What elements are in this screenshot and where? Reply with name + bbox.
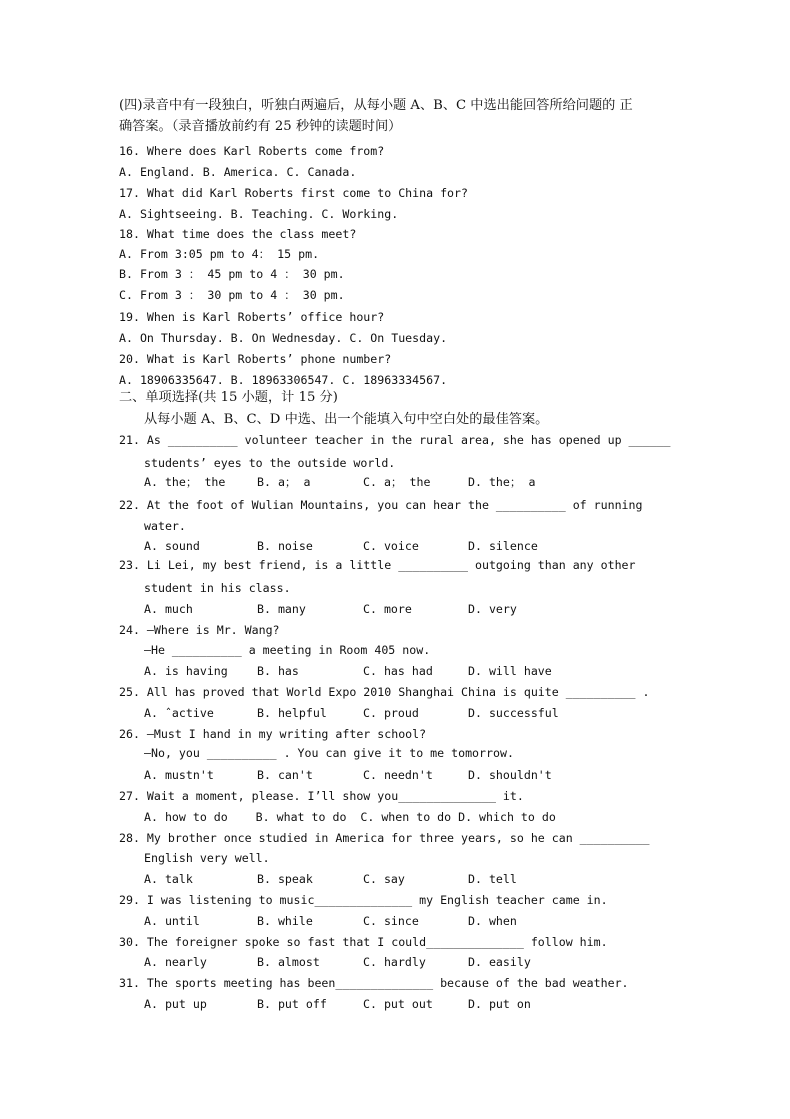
question-17-options: A. Sightseeing. B. Teaching. C. Working. xyxy=(119,207,399,221)
item-28-line1: 28. My brother once studied in America for three years, so he can __________ xyxy=(119,831,650,845)
option-d: D. tell xyxy=(468,872,517,886)
item-25-line1: 25. All has proved that World Expo 2010 Shanghai China is quite __________ . xyxy=(119,685,650,699)
option-c: C. proud xyxy=(363,706,419,720)
option-a: A. put up xyxy=(144,997,207,1011)
option-b: B. while xyxy=(257,914,313,928)
question-16-options: A. England. B. America. C. Canada. xyxy=(119,165,357,179)
question-20: 20. What is Karl Roberts’ phone number? xyxy=(119,352,392,366)
option-d: D. silence xyxy=(468,539,538,553)
item-27-options: A. how to do B. what to do C. when to do D. which to do xyxy=(144,810,556,824)
option-c: C. voice xyxy=(363,539,419,553)
item-26-line2: —No, you __________ . You can give it to me tomorrow. xyxy=(144,746,514,760)
option-b: B. almost xyxy=(257,955,320,969)
option-c: C. has had xyxy=(363,664,433,678)
question-18-option-b: B. From 3 ： 45 pm to 4 ： 30 pm. xyxy=(119,267,345,281)
item-21-line2: students’ eyes to the outside world. xyxy=(144,456,396,470)
item-21-line1: 21. As __________ volunteer teacher in the rural area, she has opened up ______ xyxy=(119,433,671,447)
option-c: C. needn't xyxy=(363,768,433,782)
option-a: A. is having xyxy=(144,664,228,678)
option-a: A. talk xyxy=(144,872,193,886)
item-31-line1: 31. The sports meeting has been______________ because of the bad weather. xyxy=(119,976,629,990)
option-b: B. noise xyxy=(257,539,313,553)
option-a: A. sound xyxy=(144,539,200,553)
item-22-line2: water. xyxy=(144,519,186,533)
question-18: 18. What time does the class meet? xyxy=(119,227,357,241)
item-22-line1: 22. At the foot of Wulian Mountains, you can hear the __________ of running xyxy=(119,498,643,512)
option-d: D. very xyxy=(468,602,517,616)
section4-intro-line2: 确答案。（录音播放前约有 25 秒钟的读题时间） xyxy=(119,119,402,134)
question-16: 16. Where does Karl Roberts come from? xyxy=(119,144,385,158)
option-d: D. put on xyxy=(468,997,531,1011)
item-24-line2: —He __________ a meeting in Room 405 now. xyxy=(144,643,431,657)
option-c: C. say xyxy=(363,872,405,886)
option-d: D. the； a xyxy=(468,475,536,489)
option-b: B. has xyxy=(257,664,299,678)
option-c: C. more xyxy=(363,602,412,616)
question-20-options: A. 18906335647. B. 18963306547. C. 18963334567. xyxy=(119,373,448,387)
item-24-line1: 24. —Where is Mr. Wang? xyxy=(119,623,280,637)
option-a: A. the； the xyxy=(144,475,226,489)
option-b: B. helpful xyxy=(257,706,327,720)
question-19-options: A. On Thursday. B. On Wednesday. C. On Tuesday. xyxy=(119,331,448,345)
question-17: 17. What did Karl Roberts first come to China for? xyxy=(119,186,469,200)
option-d: D. when xyxy=(468,914,517,928)
item-23-line1: 23. Li Lei, my best friend, is a little __________ outgoing than any other xyxy=(119,558,636,572)
section2-instruction: 从每小题 A、B、C、D 中选、出一个能填入句中空白处的最佳答案。 xyxy=(144,412,549,427)
option-d: D. easily xyxy=(468,955,531,969)
option-a: A. much xyxy=(144,602,193,616)
option-b: B. many xyxy=(257,602,306,616)
item-27-line1: 27. Wait a moment, please. I’ll show you______________ it. xyxy=(119,789,524,803)
option-b: B. can't xyxy=(257,768,313,782)
item-23-line2: student in his class. xyxy=(144,581,291,595)
item-29-line1: 29. I was listening to music______________ my English teacher came in. xyxy=(119,893,608,907)
item-31-options xyxy=(144,997,531,1081)
question-18-option-c: C. From 3 ： 30 pm to 4 ： 30 pm. xyxy=(119,288,345,302)
option-b: B. a； a xyxy=(257,475,311,489)
question-18-option-a: A. From 3:05 pm to 4： 15 pm. xyxy=(119,247,320,261)
option-c: C. hardly xyxy=(363,955,426,969)
option-b: B. put off xyxy=(257,997,327,1011)
option-d: D. shouldn't xyxy=(468,768,552,782)
section2-heading: 二、单项选择(共 15 小题，计 15 分) xyxy=(119,390,338,405)
option-c: C. a； the xyxy=(363,475,431,489)
item-28-line2: English very well. xyxy=(144,851,270,865)
section4-intro-line1: (四)录音中有一段独白，听独白两遍后，从每小题 A、B、C 中选出能回答所给问题的 正 xyxy=(119,98,633,113)
option-a: A. nearly xyxy=(144,955,207,969)
option-a: A. mustn't xyxy=(144,768,214,782)
option-c: C. since xyxy=(363,914,419,928)
option-d: D. will have xyxy=(468,664,552,678)
question-19: 19. When is Karl Roberts’ office hour? xyxy=(119,310,385,324)
item-26-line1: 26. —Must I hand in my writing after school? xyxy=(119,727,427,741)
option-d: D. successful xyxy=(468,706,559,720)
option-b: B. speak xyxy=(257,872,313,886)
item-30-line1: 30. The foreigner spoke so fast that I could______________ follow him. xyxy=(119,935,608,949)
option-a: A. ˆactive xyxy=(144,706,214,720)
option-c: C. put out xyxy=(363,997,433,1011)
option-a: A. until xyxy=(144,914,200,928)
